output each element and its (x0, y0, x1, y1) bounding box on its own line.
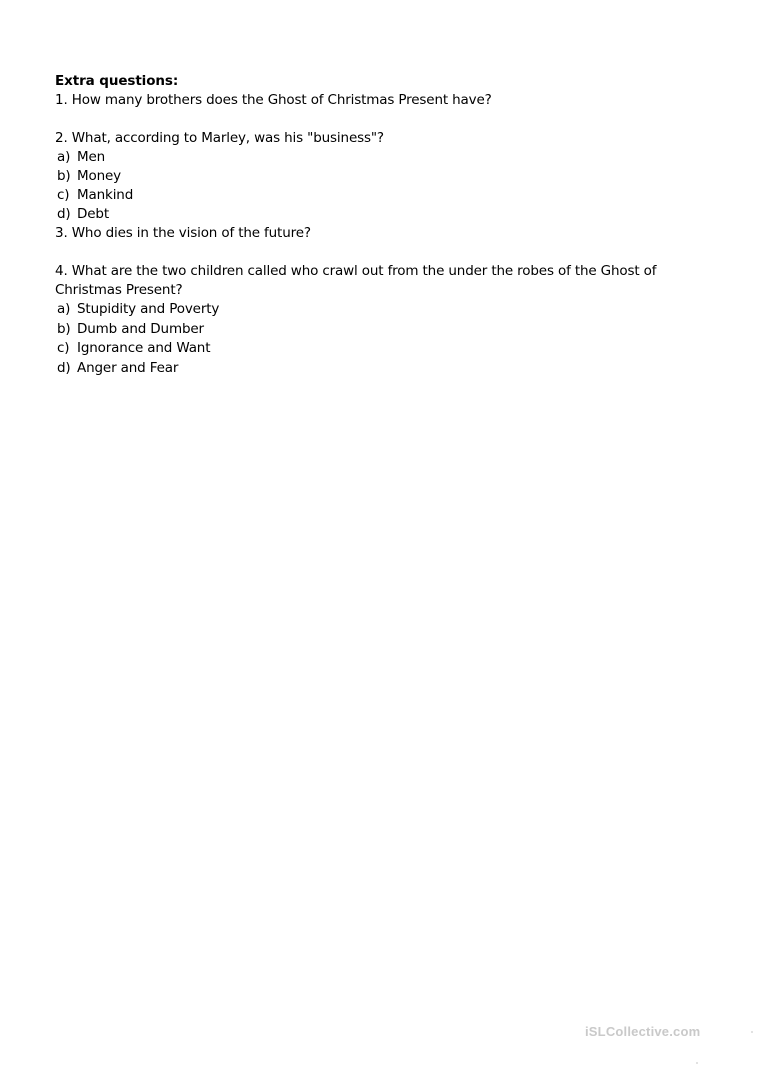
option-label: Mankind (77, 187, 134, 203)
option-item[interactable] (55, 186, 705, 205)
worksheet-content (55, 72, 705, 378)
option-label: Dumb and Dumber (77, 320, 204, 337)
spacer-after-q1 (55, 110, 705, 129)
option-item[interactable] (55, 167, 705, 186)
option-letter: d) (57, 359, 71, 376)
option-item[interactable] (55, 359, 705, 379)
option-item[interactable] (55, 148, 705, 167)
option-item[interactable] (55, 205, 705, 224)
option-letter: a) (57, 301, 71, 317)
option-label: Men (77, 149, 106, 165)
islcollective-watermark: iSLCollective.com (585, 1024, 701, 1039)
option-letter: a) (57, 149, 71, 165)
option-item[interactable] (55, 300, 705, 320)
option-label: Anger and Fear (77, 359, 179, 376)
option-letter: b) (57, 320, 71, 337)
option-letter: c) (57, 187, 70, 203)
question-4: 4. What are the two children called who crawl out from the under the robes of the Ghost of Christmas Present? (55, 263, 657, 298)
option-letter: c) (57, 340, 70, 356)
page-title: Extra questions: (55, 73, 179, 89)
option-label: Ignorance and Want (77, 340, 211, 356)
spacer-after-q3 (55, 243, 705, 262)
scan-speck (696, 1062, 698, 1064)
question-1: 1. How many brothers does the Ghost of Christmas Present have? (55, 92, 492, 108)
question-2-options (55, 148, 705, 224)
option-label: Money (77, 168, 122, 184)
question-2: 2. What, according to Marley, was his "business"? (55, 130, 384, 146)
question-4-options (55, 300, 705, 378)
option-letter: d) (57, 206, 71, 222)
option-label: Stupidity and Poverty (77, 301, 220, 317)
option-item[interactable] (55, 320, 705, 340)
scan-speck (751, 1031, 753, 1033)
option-letter: b) (57, 168, 71, 184)
option-label: Debt (77, 206, 109, 222)
question-3: 3. Who dies in the vision of the future? (55, 225, 311, 241)
option-item[interactable] (55, 339, 705, 359)
